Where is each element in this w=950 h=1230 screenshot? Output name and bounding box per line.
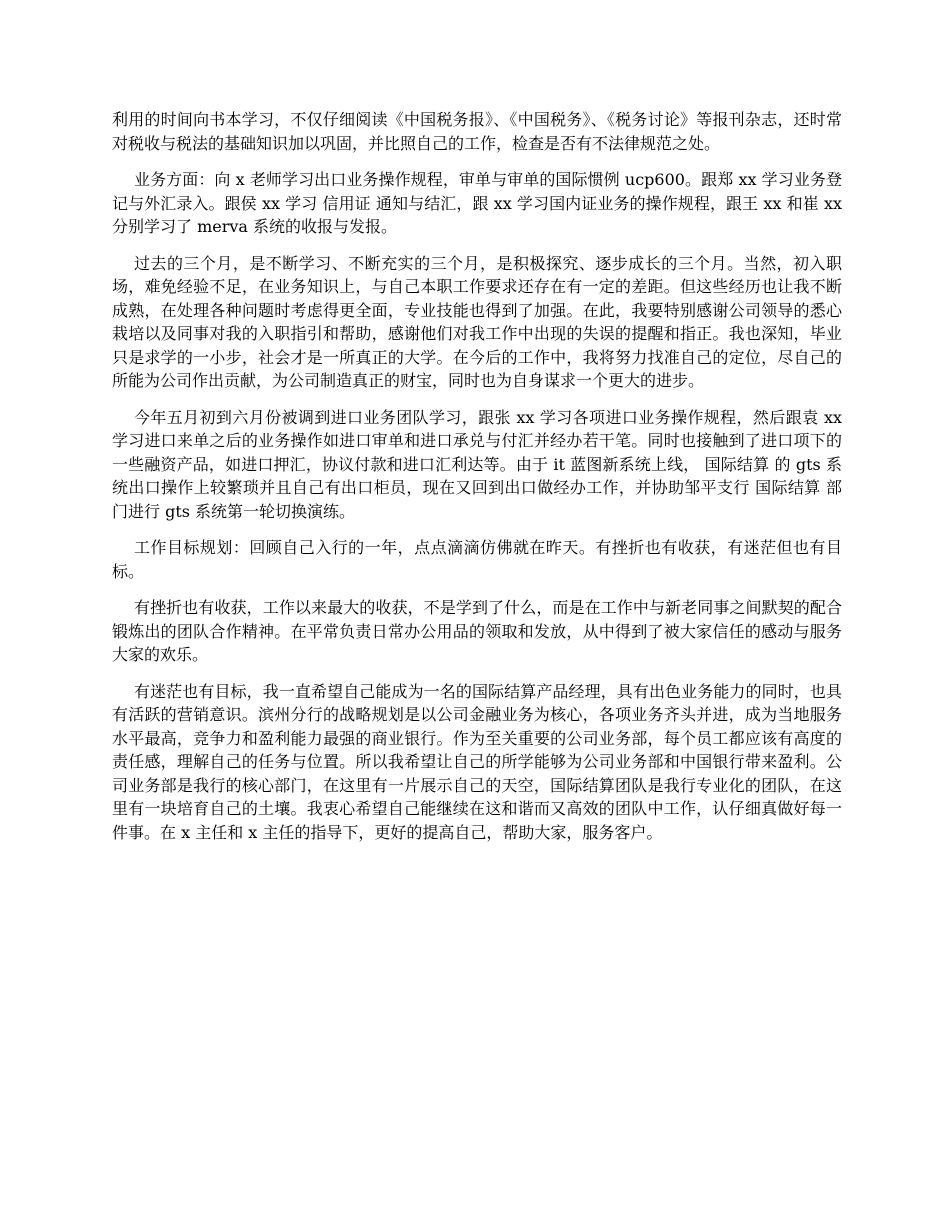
paragraph-2: 业务方面：向 x 老师学习出口业务操作规程，审单与审单的国际惯例 ucp600。跟郑 xx 学习业务登记与外汇录入。跟侯 xx 学习 信用证 通知与结汇，跟 xx 学习国内证业务的操作规程，跟王 xx 和崔 xx 分别学习了 merva 系统的收报与发报。 xyxy=(112,170,842,236)
paragraph-7: 有迷茫也有目标，我一直希望自己能成为一名的国际结算产品经理，具有出色业务能力的同时，也具有活跃的营销意识。滨州分行的战略规划是以公司金融业务为核心，各项业务齐头并进，成为当地服务水平最高，竞争力和盈利能力最强的商业银行。作为至关重要的公司业务部，每个员工都应该有高度的责任感，理解自己的任务与位置。所以我希望让自己的所学能够为公司业务部和中国银行带来盈利。公司业务部是我行的核心部门，在这里有一片展示自己的天空，国际结算团队是我行专业化的团队，在这里有一块培育自己的土壤。我衷心希望自己能继续在这和谐而又高效的团队中工作，认仔细真做好每一件事。在 x 主任和 x 主任的指导下，更好的提高自己，帮助大家，服务客户。 xyxy=(112,681,842,842)
paragraph-3: 过去的三个月，是不断学习、不断充实的三个月，是积极探究、逐步成长的三个月。当然，初入职场，难免经验不足，在业务知识上，与自己本职工作要求还存在有一定的差距。但这些经历也让我不断成熟，在处理各种问题时考虑得更全面，专业技能也得到了加强。在此，我要特别感谢公司领导的悉心栽培以及同事对我的入职指引和帮助，感谢他们对我工作中出现的失误的提醒和指正。我也深知，毕业只是求学的一小步，社会才是一所真正的大学。在今后的工作中，我将努力找准自己的定位，尽自己的所能为公司作出贡献，为公司制造真正的财宝，同时也为自身谋求一个更大的进步。 xyxy=(112,253,842,390)
paragraph-6: 有挫折也有收获，工作以来最大的收获，不是学到了什么，而是在工作中与新老同事之间默契的配合锻炼出的团队合作精神。在平常负责日常办公用品的领取和发放，从中得到了被大家信任的感动与服务大家的欢乐。 xyxy=(112,598,842,664)
document-body xyxy=(112,108,842,857)
paragraph-4: 今年五月初到六月份被调到进口业务团队学习，跟张 xx 学习各项进口业务操作规程，然后跟袁 xx 学习进口来单之后的业务操作如进口审单和进口承兑与付汇并经办若干笔。同时也接触到了进口项下的一些融资产品，如进口押汇，协议付款和进口汇利达等。由于 it 蓝图新系统上线， 国际结算 的 gts 系统出口操作上较繁琐并且自己有出口柜员，现在又回到出口做经办工作，并协助邹平支行 国际结算 部门进行 gts 系统第一轮切换演练。 xyxy=(112,407,842,521)
paragraph-5: 工作目标规划：回顾自己入行的一年，点点滴滴仿佛就在昨天。有挫折也有收获，有迷茫但也有目标。 xyxy=(112,538,842,581)
paragraph-1: 利用的时间向书本学习，不仅仔细阅读《中国税务报》、《中国税务》、《税务讨论》等报刊杂志，还时常对税收与税法的基础知识加以巩固，并比照自己的工作，检查是否有不法律规范之处。 xyxy=(112,110,842,153)
